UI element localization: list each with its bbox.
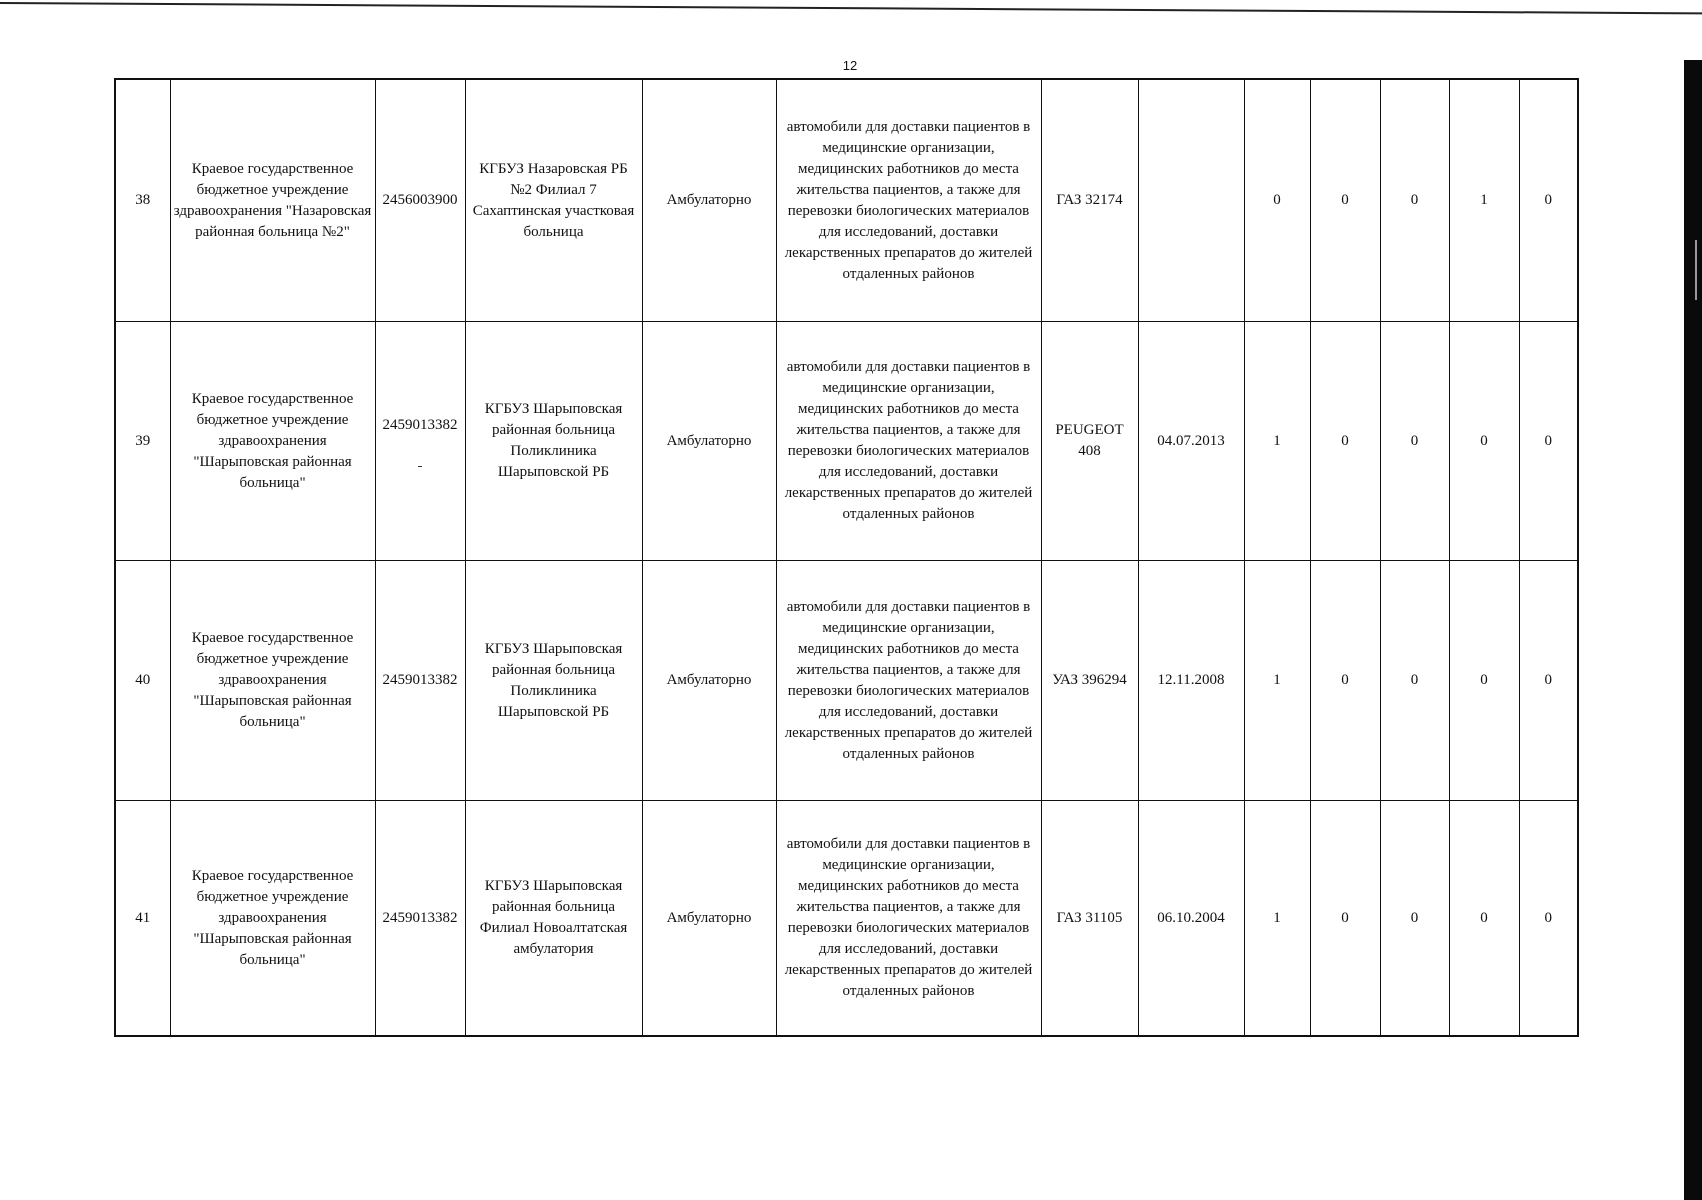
inn-cell: 2459013382 (375, 561, 465, 801)
indicator-cell-5: 0 (1519, 79, 1578, 322)
scan-top-edge (0, 2, 1702, 26)
institution-name: Краевое государственное бюджетное учреждение здравоохранения "Назаровская районная больница №2" (170, 79, 375, 322)
indicator-cell-5: 0 (1519, 322, 1578, 561)
indicator-cell-1: 0 (1244, 79, 1310, 322)
row-number: 41 (115, 801, 170, 1037)
registration-date (1138, 79, 1244, 322)
institution-name: Краевое государственное бюджетное учреждение здравоохранения "Шарыповская районная больница" (170, 801, 375, 1037)
scan-right-edge (1684, 60, 1702, 1200)
row-number: 40 (115, 561, 170, 801)
indicator-cell-5: 0 (1519, 561, 1578, 801)
vehicle-model: PEUGEOT 408 (1041, 322, 1138, 561)
row-number: 38 (115, 79, 170, 322)
division-name: КГБУЗ Шарыповская районная больница Поликлиника Шарыповской РБ (465, 322, 642, 561)
indicator-cell-4: 0 (1449, 561, 1519, 801)
vehicle-purpose: автомобили для доставки пациентов в медицинские организации, медицинских работников до места жительства пациентов, а также для перевозки биологических материалов для исследований, доставки лекарственных препаратов до жителей отдаленных районов (776, 79, 1041, 322)
page-number: 12 (842, 58, 858, 73)
indicator-cell-3: 0 (1380, 561, 1449, 801)
vehicle-model: ГАЗ 31105 (1041, 801, 1138, 1037)
indicator-cell-4: 1 (1449, 79, 1519, 322)
care-type: Амбулаторно (642, 561, 776, 801)
vehicle-model: УАЗ 396294 (1041, 561, 1138, 801)
registration-date: 04.07.2013 (1138, 322, 1244, 561)
table-row (115, 79, 1578, 322)
table-row (115, 322, 1578, 561)
indicator-cell-3: 0 (1380, 79, 1449, 322)
registration-date: 12.11.2008 (1138, 561, 1244, 801)
inn-cell: 2459013382 (375, 801, 465, 1037)
indicator-cell-5: 0 (1519, 801, 1578, 1037)
vehicle-purpose: автомобили для доставки пациентов в медицинские организации, медицинских работников до места жительства пациентов, а также для перевозки биологических материалов для исследований, доставки лекарственных препаратов до жителей отдаленных районов (776, 561, 1041, 801)
institution-name: Краевое государственное бюджетное учреждение здравоохранения "Шарыповская районная больница" (170, 561, 375, 801)
indicator-cell-3: 0 (1380, 801, 1449, 1037)
vehicle-purpose: автомобили для доставки пациентов в медицинские организации, медицинских работников до места жительства пациентов, а также для перевозки биологических материалов для исследований, доставки лекарственных препаратов до жителей отдаленных районов (776, 322, 1041, 561)
registration-date: 06.10.2004 (1138, 801, 1244, 1037)
vehicle-model: ГАЗ 32174 (1041, 79, 1138, 322)
division-name: КГБУЗ Шарыповская районная больница Филиал Новоалтатская амбулатория (465, 801, 642, 1037)
indicator-cell-1: 1 (1244, 801, 1310, 1037)
table-row (115, 561, 1578, 801)
indicator-cell-1: 1 (1244, 322, 1310, 561)
indicator-cell-2: 0 (1310, 561, 1380, 801)
indicator-cell-4: 0 (1449, 801, 1519, 1037)
indicator-cell-2: 0 (1310, 322, 1380, 561)
care-type: Амбулаторно (642, 801, 776, 1037)
scan-speck (1695, 240, 1697, 300)
indicator-cell-2: 0 (1310, 801, 1380, 1037)
row-number: 39 (115, 322, 170, 561)
indicator-cell-4: 0 (1449, 322, 1519, 561)
scan-mark (418, 466, 422, 467)
inn-cell (375, 322, 465, 561)
indicator-cell-2: 0 (1310, 79, 1380, 322)
division-name: КГБУЗ Шарыповская районная больница Поликлиника Шарыповской РБ (465, 561, 642, 801)
care-type: Амбулаторно (642, 322, 776, 561)
vehicle-purpose: автомобили для доставки пациентов в медицинские организации, медицинских работников до места жительства пациентов, а также для перевозки биологических материалов для исследований, доставки лекарственных препаратов до жителей отдаленных районов (776, 801, 1041, 1037)
care-type: Амбулаторно (642, 79, 776, 322)
inn-cell: 2456003900 (375, 79, 465, 322)
division-name: КГБУЗ Назаровская РБ №2 Филиал 7 Сахаптинская участковая больница (465, 79, 642, 322)
institution-name: Краевое государственное бюджетное учреждение здравоохранения "Шарыповская районная больница" (170, 322, 375, 561)
table-row (115, 801, 1578, 1037)
indicator-cell-3: 0 (1380, 322, 1449, 561)
inn-value: 2459013382 (382, 417, 458, 433)
indicator-cell-1: 1 (1244, 561, 1310, 801)
vehicle-registry-table (114, 78, 1579, 1037)
